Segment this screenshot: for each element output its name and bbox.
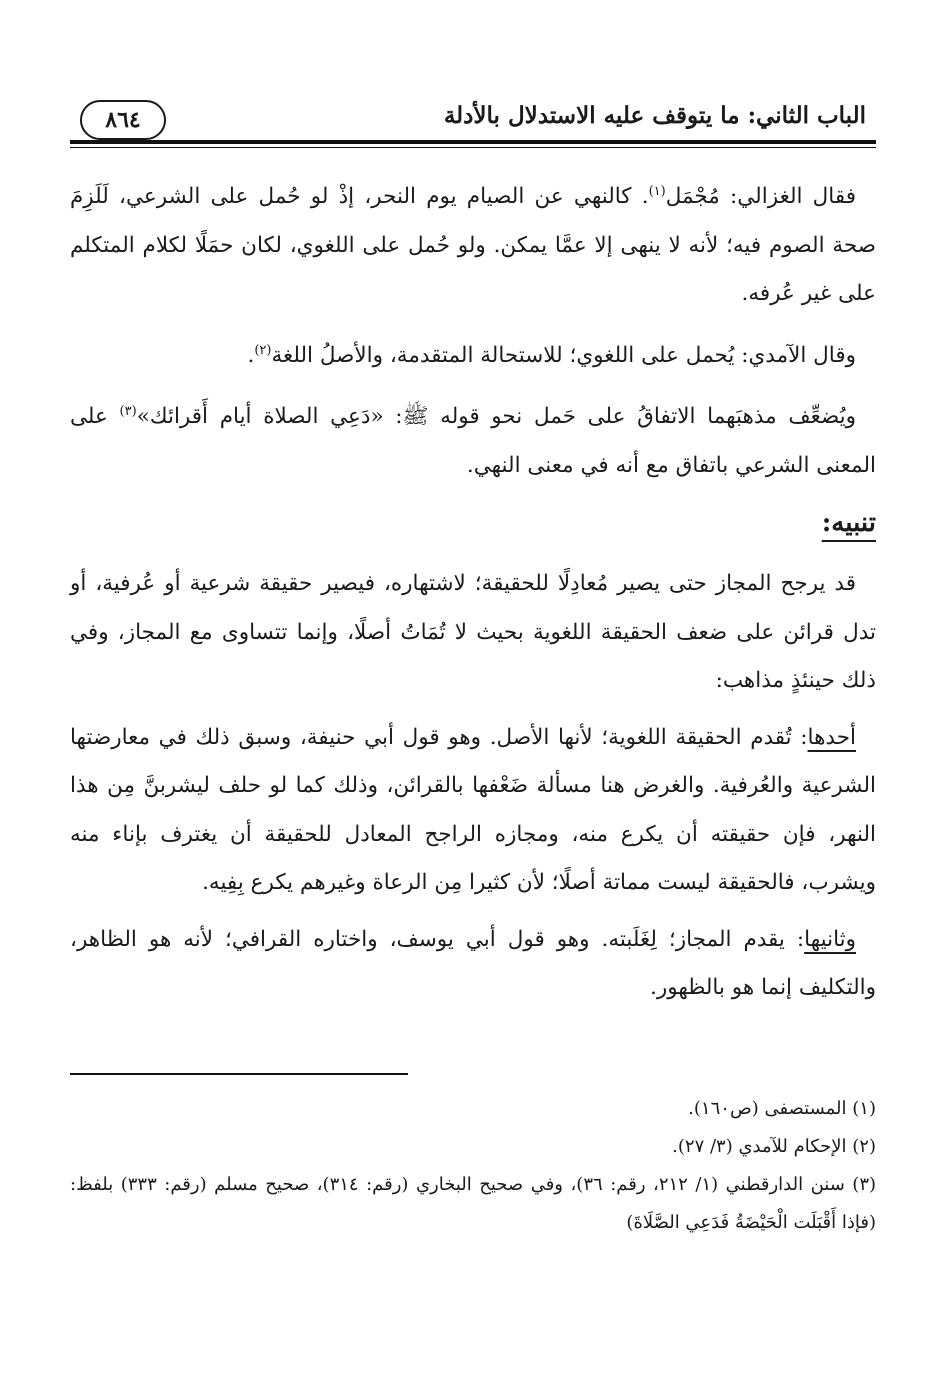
header-rule-thin: [70, 147, 876, 148]
paragraph-second-view: [70, 916, 876, 1013]
footnote-ref-3: (٣): [119, 404, 137, 420]
footnote-2: (٢) الإحكام للآمدي (٣/ ٢٧).: [672, 1136, 876, 1157]
running-title: الباب الثاني: ما يتوقف عليه الاستدلال بالأدلة: [443, 102, 866, 129]
book-page: [70, 0, 876, 1384]
page-header: [70, 96, 876, 148]
second-view-label: وثانيها: [804, 926, 856, 952]
paragraph-first-view: [70, 714, 876, 908]
paragraph-text: .: [247, 342, 255, 368]
paragraph-amidi: [70, 327, 876, 381]
footnote-3: (٣) سنن الدارقطني (١/ ٢١٢، رقم: ٣٦)، وفي صحيح البخاري (رقم: ٣١٤)، صحيح مسلم (رقم: ٣٣٣) بلفظ: (فإذا أَقْبَلَت الْحَيْضَةُ فَدَعِي الصَّلَاةَ): [70, 1174, 877, 1233]
paragraph-text: : تُقدم الحقيقة اللغوية؛ لأنها الأصل. وهو قول أبي حنيفة، وسبق ذلك في معارضتها الشرعية والعُرفية. والغرض هنا مسألة ضَعْفها بالقرائن، وذلك كما لو حلف ليشربنَّ مِن هذا النهر، فإن حقيقته أن يكرع منه، ومجازه الراجح المعادل للحقيقة أن يغترف بإناء منه ويشرب، فالحقيقة ليست مماتة أصلًا؛ لأن كثيرا مِن الرعاة وغيرهم يكرع بِفِيه.: [70, 724, 876, 896]
paragraph-text: فقال الغزالي: مُجْمَل: [665, 184, 856, 210]
header-rule-thick: [70, 140, 876, 144]
paragraph-text: ويُضعِّف مذهبَهما الاتفاقُ على حَمل نحو قوله ﷺ: «دَعِي الصلاة أيام أَقرائك»: [136, 404, 856, 430]
paragraph-text: : يقدم المجاز؛ لِغَلَبته. وهو قول أبي يوسف، واختاره القرافي؛ لأنه هو الظاهر، والتكليف إنما هو بالظهور.: [70, 926, 876, 1001]
page-number: ٨٦٤: [80, 100, 166, 140]
footnote-separator: [70, 1073, 408, 1075]
footnote-ref-1: (١): [648, 184, 666, 199]
footnote-1: (١) المستصفى (ص١٦٠).: [688, 1098, 876, 1119]
paragraph-text: على المعنى الشرعي باتفاق مع أنه في معنى النهي.: [70, 404, 876, 478]
footnote-ref-2: (٢): [254, 342, 272, 358]
body-text: [70, 168, 876, 1021]
paragraph-ghazali: [70, 168, 876, 319]
first-view-label: أحدها: [807, 724, 856, 750]
paragraph-text: وقال الآمدي: يُحمل على اللغوي؛ للاستحالة المتقدمة، والأصلُ اللغة: [271, 342, 856, 368]
paragraph-tanbih: قد يرجح المجاز حتى يصير مُعادِلًا للحقيقة؛ لاشتهاره، فيصير حقيقة شرعية أو عُرفية، أو تدل قرائن على ضعف الحقيقة اللغوية بحيث لا تُمَاتُ أصلًا، وإنما تتساوى مع المجاز، وفي ذلك حينئذٍ مذاهب:: [70, 571, 876, 694]
footnotes: [70, 1090, 876, 1242]
paragraph-text: . كالنهي عن الصيام يوم النحر، إذْ لو حُمل على الشرعي، لَلَزِمَ صحة الصوم فيه؛ لأنه لا ينهى إلا عمَّا يمكن. ولو حُمل على اللغوي، لكان حمَلًا لكلام المتكلم على غير عُرفه.: [70, 184, 876, 307]
paragraph-weakening: [70, 388, 876, 490]
section-heading: تنبيه:: [821, 508, 876, 539]
